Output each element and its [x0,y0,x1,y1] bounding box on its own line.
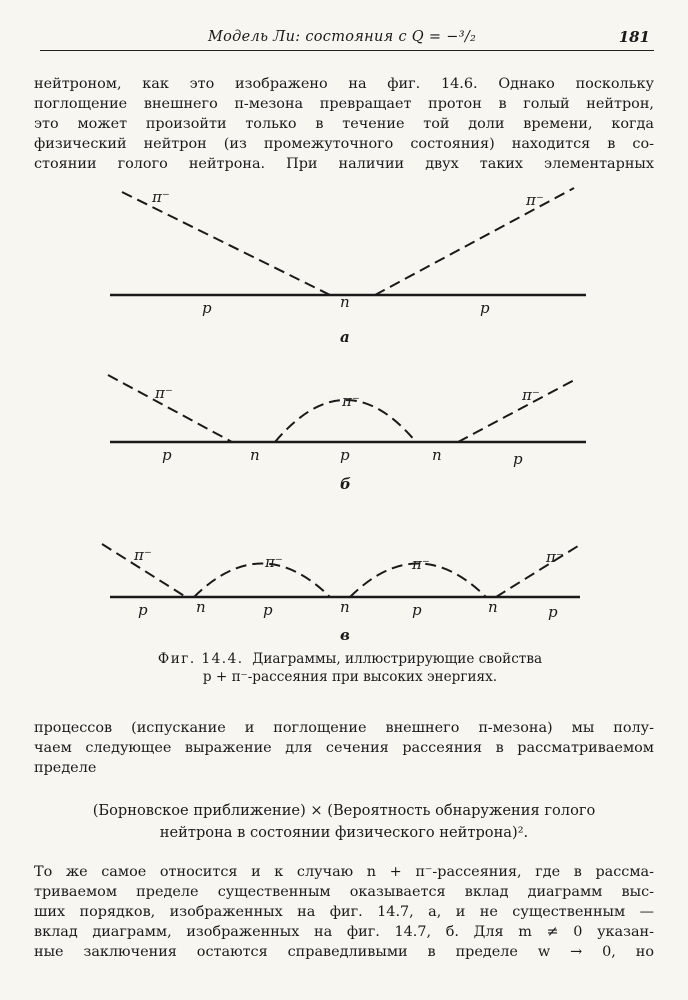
running-header [40,26,654,51]
text-line: ших порядков, изображенных на фиг. 14.7, а, и не существенным — [34,904,654,920]
diagram-a [110,188,586,346]
diagram-tag: а [340,328,350,346]
particle-label: n [340,293,350,311]
paragraph-1 [34,74,654,174]
page-number: 181 [618,28,650,46]
text-line: нейтроном, как это изображено на фиг. 14.6. Однако поскольку [34,76,654,92]
caption-text: Диаграммы, иллюстрирующие свойства [252,651,543,667]
particle-label: p [340,446,350,464]
particle-label: p [202,299,212,317]
text-line: стоянии голого нейтрона. При наличии двух таких элементарных [34,156,654,172]
formula-block [34,800,654,844]
text-line: физический нейтрон (из промежуточного состояния) находится в со- [34,136,654,152]
diagram-tag: в [340,626,350,644]
text-line: триваемом пределе существенным оказывается вклад диаграмм выс- [34,884,654,900]
particle-label: p [480,299,490,317]
pion-label: π⁻ [265,553,283,571]
pion-label: π⁻ [152,188,170,206]
formula-line: нейтрона в состоянии физического нейтрона)². [159,824,529,841]
running-title: Модель Ли: состояния с Q = −³/₂ [208,29,477,45]
caption-line: p + π⁻-рассеяния при высоких энергиях. [202,669,498,685]
text-line: вклад диаграмм, изображенных на фиг. 14.7, б. Для m ≠ 0 указан- [34,924,654,940]
particle-label: n [250,446,260,464]
particle-label: p [513,450,523,468]
pion-line-outgoing [458,378,578,442]
text-line: чаем следующее выражение для сечения рассеяния в рассматриваемом [34,740,654,756]
text-line: поглощение внешнего π-мезона превращает протон в голый нейтрон, [34,96,654,112]
pion-label: π⁻ [526,191,544,209]
text-line: это может произойти только в течение той доли времени, когда [34,116,654,132]
caption-line [120,650,580,668]
pion-line-incoming [122,192,330,295]
pion-line-outgoing [375,188,574,295]
particle-label: p [412,601,422,619]
diagram-b [108,375,586,493]
particle-label: p [263,601,273,619]
particle-label: p [138,601,148,619]
figure-label: Фиг. 14.4. [157,651,244,667]
particle-label: n [432,446,442,464]
diagram-tag: б [340,475,351,493]
feynman-diagrams-figure [0,180,688,650]
pion-arc [194,564,330,598]
particle-label: n [340,598,350,616]
particle-label: p [548,603,558,621]
figure-caption [120,650,580,686]
diagram-v [102,544,580,644]
text-line: То же самое относится и к случаю n + π⁻-рассеяния, где в рассма- [34,864,654,880]
pion-line-outgoing [496,546,578,597]
text-line: процессов (испускание и поглощение внешнего π-мезона) мы полу- [34,720,654,736]
formula-line: (Борновское приближение) × (Вероятность обнаружения голого [92,802,596,819]
particle-label: n [196,598,206,616]
text-line: пределе [34,760,97,776]
pion-label: π⁻ [522,386,540,404]
paragraph-3 [34,862,654,962]
pion-label: π⁻ [134,546,152,564]
particle-label: n [488,598,498,616]
text-line: ные заключения остаются справедливыми в пределе w → 0, но [34,944,654,960]
pion-label: π⁻ [155,384,173,402]
pion-label: π⁻ [342,392,360,410]
pion-label: π⁻ [546,548,564,566]
pion-label: π⁻ [412,555,430,573]
paragraph-2 [34,718,654,778]
particle-label: p [162,446,172,464]
